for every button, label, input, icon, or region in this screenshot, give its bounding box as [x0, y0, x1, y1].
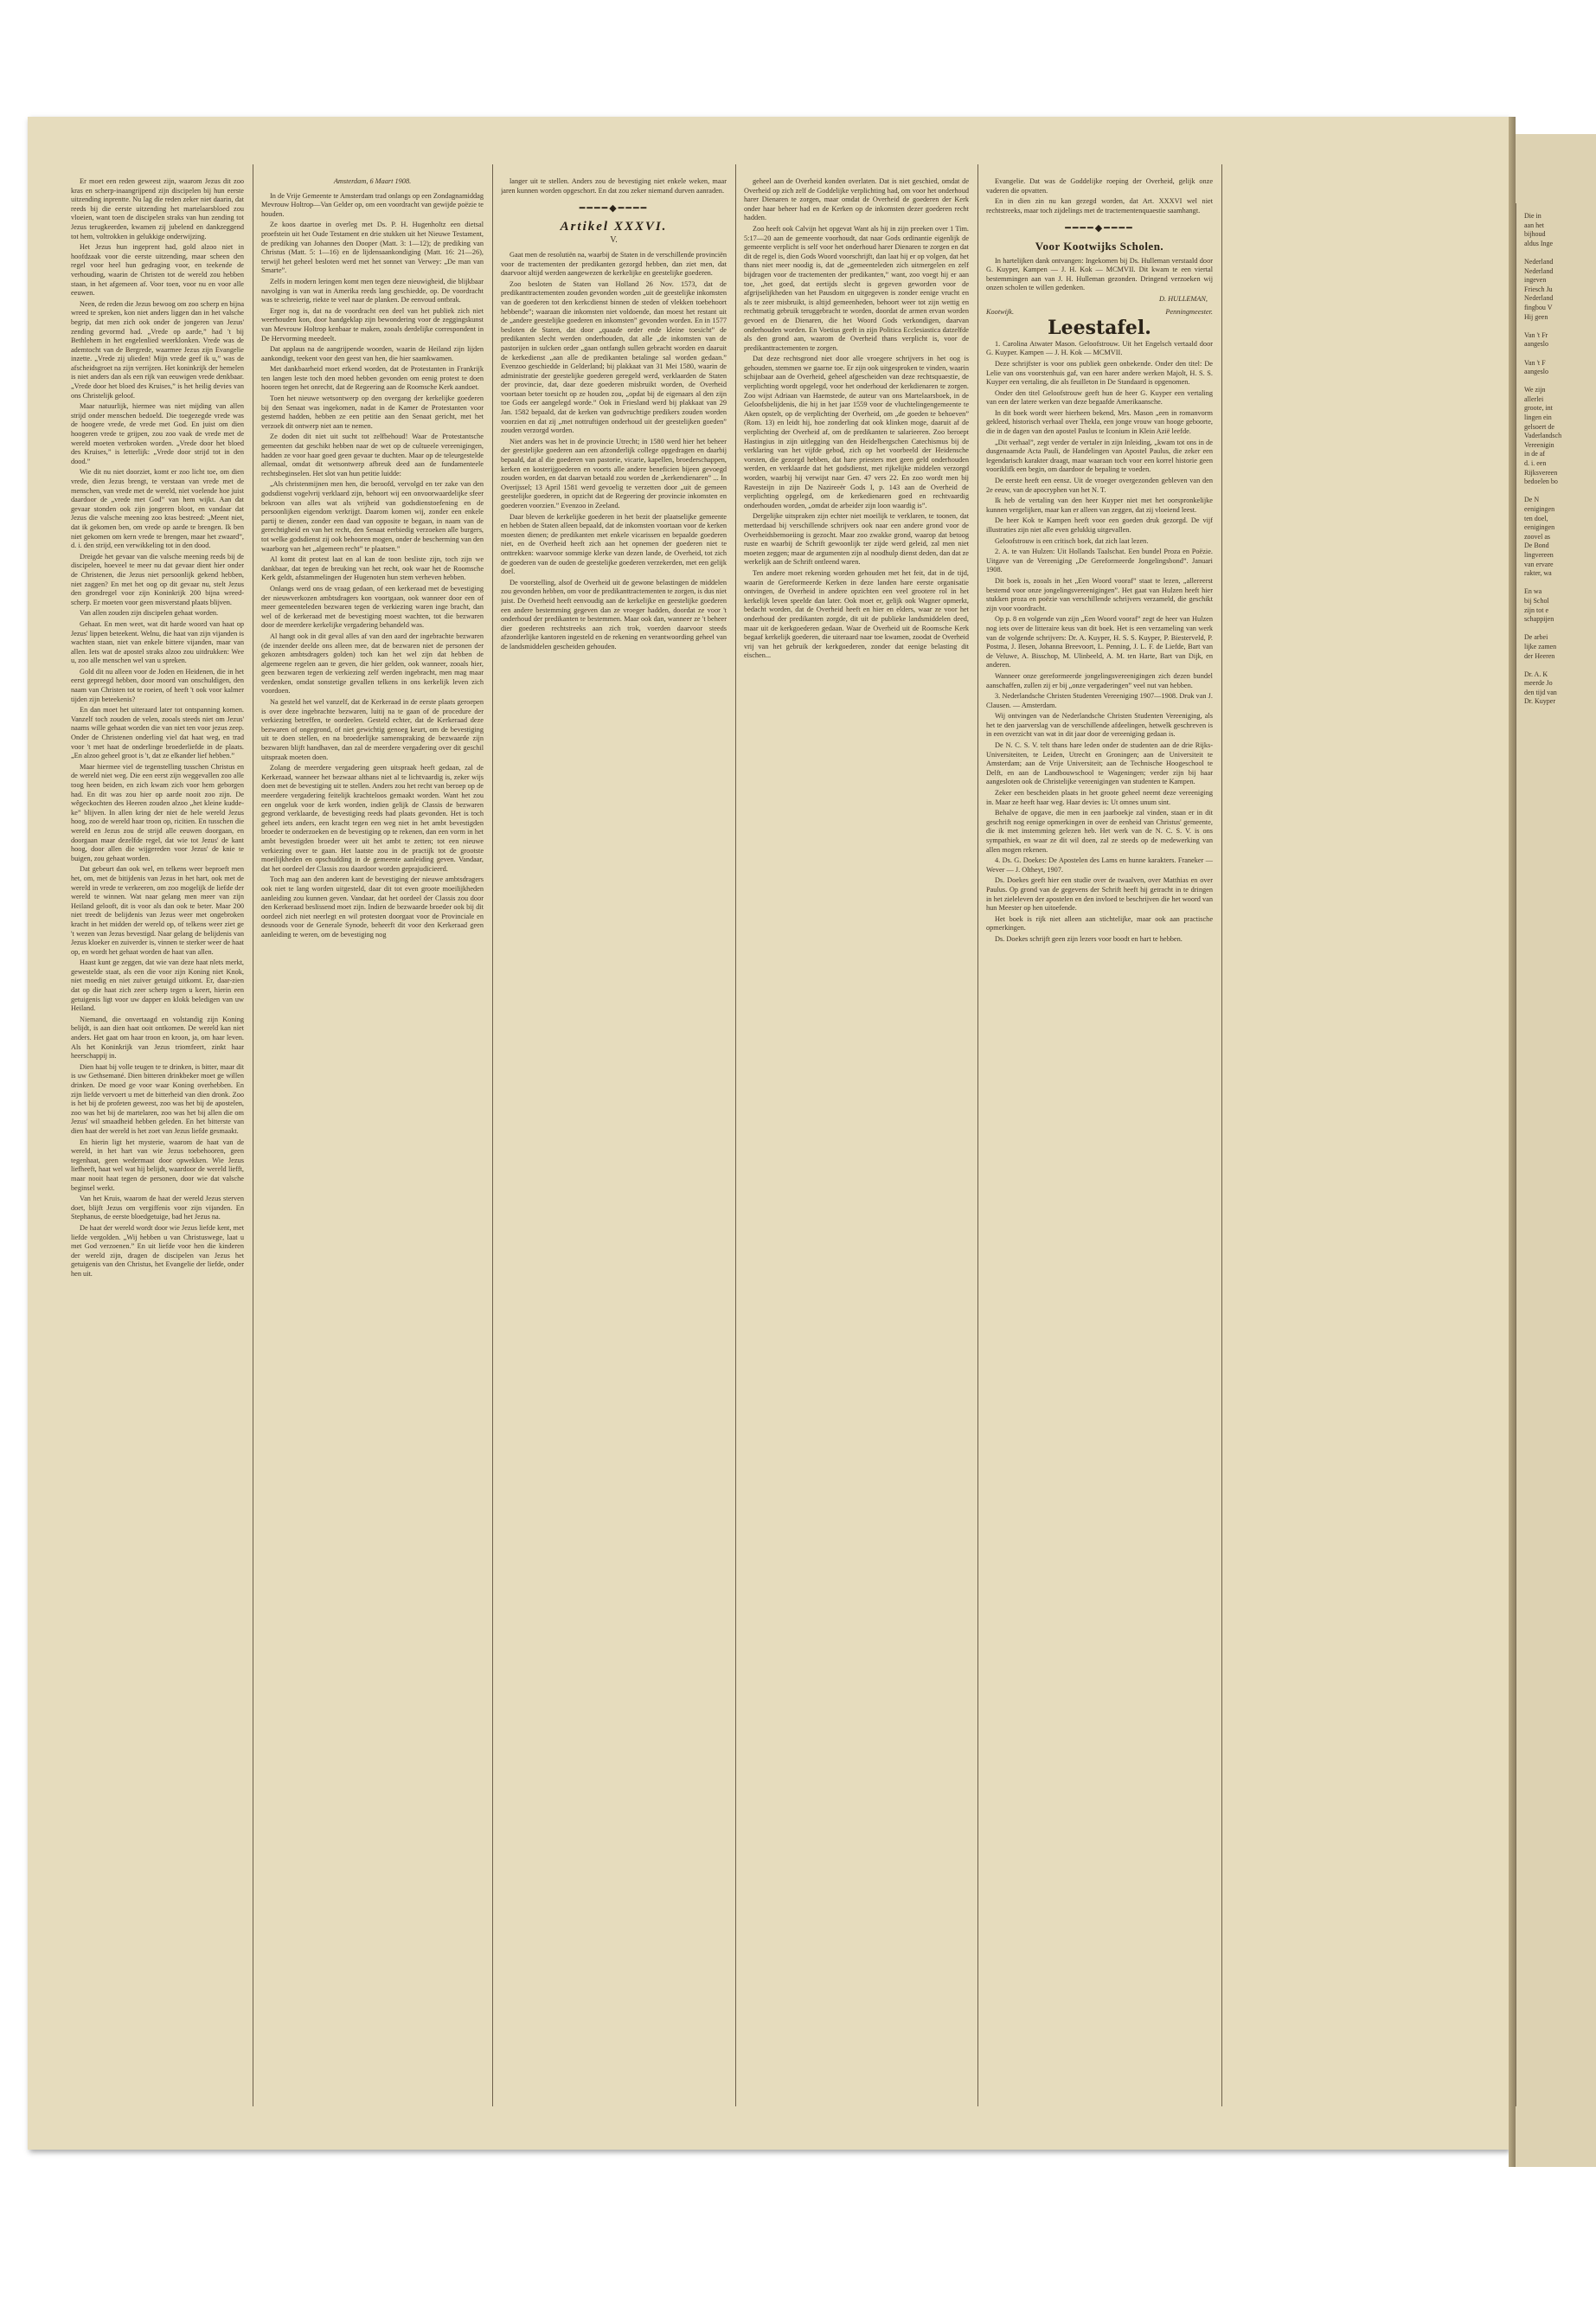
side-line: allerlei	[1524, 394, 1544, 403]
column-3-text	[501, 251, 727, 652]
paragraph: Dreigde het gevaar van die valsche meening reeds bij de discipelen, hoeveel te meer nu dat gevaar dient hier onder de Christenen, die Jezus niet persoonlijk gekend hebben, niet zaggen? En met het oog op dit gevaar nu, stelt Jezus den grondregel voor zijn Koninkrijk 200 bijna wreed-scherp. Er moeten voor geen misverstand plaats blijven.	[71, 552, 244, 606]
paragraph: De eerste heeft een eensz. Uit de vroeger overgezonden gebleven van den 2e eeuw, van de apocryphen van het N. T.	[986, 477, 1213, 494]
section-number: V.	[610, 235, 618, 246]
side-line: den tijd van	[1524, 688, 1557, 696]
side-line: Die in	[1524, 212, 1542, 220]
paragraph: Zelfs in modern leringen komt men tegen deze nieuwigheid, die blijkbaar navolging is van wat in Amerika reeds lang geschiedde, op. De voordracht was te schreierig, riekte te veel naar de planken. De eenvoud ontbrak.	[261, 277, 484, 304]
paragraph: Al hangt ook in dit geval alles af van den aard der ingebrachte bezwaren (de inzender deelde ons alleen mee, dat de bezwaren niet de personen der gekozen ambtsdragers golden) toch kan het wel zijn dat hebben de algemeene regelen aan te geven, die hier gelden, ook wanneer, zooals hier, geen bezwaren tegen de verkiezing zelf werden ingebracht, men mag maar verdenken, omdat sonstetige gevallen telkens in ons kerkelijk leven zich voordoen.	[261, 631, 484, 695]
paragraph: 1. Carolina Atwater Mason. Geloofstrouw. Uit het Engelsch vertaald door G. Kuyper. Kampen — J. H. Kok — MCMVII.	[986, 339, 1213, 357]
notice-heading: Voor Kootwijks Scholen.	[1035, 239, 1164, 253]
paragraph: Dien haat bij volle teugen te te drinken, is bitter, maar dit is uw Gethsemané. Dien bitteren drinkbeker moet ge willen drinken. De moed ge voor waar Koning overhebben. En zijn liefde vervoert u met de bitterheid van dien dronk. Zoo is het bij de profeten geweest, zoo was het bij de apostelen, zoo was het bij de martelaren, zoo was het bij allen die om Jezus' wil smaadheid hebben geleden. En het bitterste van dien haat der wereld is het zoet van Jezus liefde gesmaakt.	[71, 1062, 244, 1135]
paragraph: Ik heb de vertaling van den heer Kuyper niet met het oorspronkelijke kunnen vergelijken, maar kan er alleen van zeggen, dat zij vloeiend leest.	[986, 497, 1213, 514]
side-line: De N	[1524, 496, 1540, 504]
side-line: groote, int	[1524, 404, 1553, 413]
side-line: lingen ein	[1524, 413, 1552, 422]
column-5-text	[986, 340, 1213, 945]
column-4	[744, 177, 969, 2106]
paragraph: „Als christenmijnen men hen, die beroofd, vervolgd en ter zake van den godsdienst vogelvrij verklaard zijn, behoort wij een onvoorwaardelijke sfeer bekroon van alles wat als vrijheid van godsdienstoefening en de persoonlijken eigendom verkrijgt. Daarom komen wij, zonder een enkele partij te dienen, zonder een daad van opposite te begaan, in naam van de gerechtigheid en van het recht, den Senaat eerbiedig verzoeken alle burgers, tot welke godsdienst zij ook behooren mogen, onder de bescherming van den waarborg van het „algemeen recht” te plaatsen.”	[261, 480, 484, 553]
side-line: aldus Inge	[1524, 239, 1554, 247]
side-line: bijhoud	[1524, 230, 1546, 239]
paragraph: Ds. Doekes geeft hier een studie over de twaalven, over Matthias en over Paulus. Op grond van de gegevens der Schrift heeft hij getracht in te dringen in het zieleleven der apostelen en den invloed te beschrijven die het woord van hun Meester op hen uitoefende.	[986, 876, 1213, 913]
paragraph: Geloofstrouw is een critisch boek, dat zich laat lezen.	[995, 536, 1149, 545]
paragraph: Daar bleven de kerkelijke goederen in het bezit der plaatselijke gemeente en hebben de Staten alleen bepaald, dat de inkomsten voortaan voor de kerken moesten dienen; de predikanten met enkele vicarissen en bepaalde goederen niet, en de Overheid heeft zich aan het opnemen der goederen niet te onttrekken: waarvoor sommige klerke van dezen lande, de Overheid, tot zich de goederen van de ouden de geestelijke goederen verzekerden, met een gelijk doel.	[501, 512, 727, 576]
column-3-lead	[501, 177, 727, 195]
signature-role: Penningmeester.	[1165, 307, 1213, 316]
paragraph: 2. A. te van Hulzen: Uit Hollands Taalschat. Een bundel Proza en Poëzie. Uitgave van de Vereeniging „De Gereformeerde Jongelingsbond”. Januari 1908.	[986, 548, 1213, 574]
paragraph: Maar natuurlijk, hiermee was niet mijding van allen strijd onder menschen bedoeld. Die toegezegde vrede was de hoogere vrede, de vrede met God. En juist om dien hoogeren vrede te grijpen, zou zoo vaak de vrede met de wereld moeten verbroken worden. „Vrede door het bloed des Kruises,” is letterlijk: „Vrede door strijd tot in den dood.”	[71, 402, 244, 465]
side-line: Nederland	[1524, 257, 1554, 266]
paragraph: In de Vrije Gemeente te Amsterdam trad onlangs op een Zondagnamiddag Mevrouw Holtrop—Van Gelder op, om een voordracht van gewijde poëzie te houden.	[261, 191, 484, 218]
paragraph: Het boek is rijk niet alleen aan stichtelijke, maar ook aan practische opmerkingen.	[986, 914, 1213, 933]
paragraph: Wij ontvingen van de Nederlandsche Christen Studenten Vereeniging, als het te den jaarverslag van de verschillende afdeelingen, hetwelk geschreven is in een overzicht van wat in dit jaar door de vereeniging gedaan is.	[986, 712, 1213, 739]
side-line	[1524, 625, 1593, 634]
paragraph: Ten andere moet rekening worden gehouden met het feit, dat in de tijd, waarin de Gereformeerde Kerken in deze landen hare eerste organisatie ontvingen, de Overheid in andere opzichten een veel grootere rol in het kerkelijk leven speelde dan later. Ook moet er, gelijk ook Wagner opmerkt, bedacht worden, dat de Overheid heeft en hier en elders, waar ze voor het onderhoud der predikanten zorgde, dit uit de publieke landsmiddelen deed, maar uit de kerkgoederen gedaan. Waar de Overheid uit de Roomsche Kerk begaaf kerkelijk goederen, die uiteraard naar toe kwamen, zoodat de Overheid vrij van het gebruik der kerkgoederen, zonder dat eenige belasting dit eischen...	[744, 568, 969, 660]
section-heading: Leestafel.	[1048, 317, 1151, 340]
paragraph: 3. Nederlandsche Christen Studenten Vereeniging 1907—1908. Druk van J. Clausen. — Amsterdam.	[986, 692, 1213, 709]
side-line: Rijksvereen	[1524, 468, 1558, 477]
paragraph: Zolang de meerdere vergadering geen uitspraak heeft gedaan, zal de Kerkeraad, wanneer het bezwaar althans niet al te lichtvaardig is, zeker wijs doen met de bevestiging uit te stellen. Anders zou het recht van beroep op de meerdere vergadering feitelijk krachteloos gemaakt worden. Want het zou een ongeluk voor de kerk worden, indien gelijk de Classis de bezwaren gegrond verklaarde, de bevestiging reeds had plaats gevonden. Het is toch geheel iets anders, een kracht tegen een weg niet in het ambt bevestigden broeder te onderzoeken en de bevestiging op te rekenen, dan een vorm in het ambt bevestigden broeder weer uit het ambt te zetten; tot een nieuwe verkiezing over te gaan. Het laatste zou in de practijk tot de grootste moeilijkheden en opschudding in de gemeente aanleiding geven. Vandaar, dat het oordeel der Classis zou daardoor worden geprajudicieerd.	[261, 764, 484, 873]
column-rule	[977, 164, 978, 2106]
signature-line	[986, 308, 1213, 317]
paragraph: Maar hiermee viel de tegenstelling tusschen Christus en de wereld niet weg. Die een eerst zijn weggevallen zoo alle toog heen beiden, en zich kwam zich voor hem geborgen had. En dit was zou hier op aarde nooit zoo zijn. De wêgeckochten des Heeren zouden alzoo „het kleine kudde-ke” blijven. In allen kring der niet de hele wereld Jezus hoog, zoo de wereld haar troon op, ricitien. En tusschen die wereld en Jezus zou de strijd alle eeuwen doorgaan, en doorgaan maar dezelfde regel, dat wie tot Jezus' de kant hoog, door allen die wijgereden voor Jezus' de knie te buigen, zou gehaat worden.	[71, 762, 244, 862]
paragraph: Van allen zouden zijn discipelen gehaat worden.	[80, 609, 219, 618]
side-line: De Bond	[1524, 542, 1549, 550]
paragraph: De haat der wereld wordt door wie Jezus liefde kent, met liefde vergolden. „Wij hebben u van Christuswege, laat u met God verzoenen.” En uit liefde voor hen die kinderen der wereld zijn, dragen de discipelen van Jezus het getuigenis van den Christus, het Evangelie der liefde, onder hen uit.	[71, 1223, 244, 1278]
side-line: Dr. A. K	[1524, 670, 1548, 678]
side-line	[1524, 377, 1593, 387]
paragraph: Deze schrijfster is voor ons publiek geen onbekende. Onder den titel: De Lelie van ons voorstenhuis gaf, van een harer andere werken Majolt, H. S. S. Kuyper een vertaling, die als feuilleton in De Standaard is opgenomen.	[986, 359, 1213, 387]
side-line: d. i. een	[1524, 459, 1547, 468]
column-2	[261, 177, 484, 2106]
column-5	[986, 177, 1213, 2106]
next-page-text	[1524, 212, 1593, 707]
side-line: der Heeren	[1524, 651, 1555, 660]
paragraph: Evangelie. Dat was de Goddelijke roeping der Overheid, gelijk onze vaderen die opvatten.	[986, 177, 1213, 195]
side-line: aan het	[1524, 221, 1544, 229]
paragraph: Behalve de opgave, die men in een jaarboekje zal vinden, staan er in dit geschrift nog eenige opmerkingen in over de eenheid van Christus' gemeente, die ik met instemming gelezen heb. Het werk van de N. C. S. V. is ons sympathiek, en waar ze dit wil doen, zal ze steeds op de medewerking van allen mogen rekenen.	[986, 809, 1213, 854]
paragraph: En hierin ligt het mysterie, waarom de haat van de wereld, in het hart van wie Jezus toebehooren, geen tegenhaat, geen wedermaat door opwekken. Wie Jezus liefheeft, haat wel wat hij belijdt, waardoor de wereld liefft, maar nooit haat tegen de personen, door wie dat valsche beginsel werkt.	[71, 1138, 244, 1192]
paragraph: Niet anders was het in de provincie Utrecht; in 1580 werd hier het beheer der geestelijke goederen aan een afzonderlijk college opgedragen en daarbij bepaald, dat al die goederen van pastorie, vicarie, kapellen, broederschappen, kerken en kosterijgoederen en voorts alle andere beneficien bijeen gevoegd zouden worden, en dat daarvan betaald zou worden de „kerkendienaren” ... In Overijssel; 13 April 1581 werd gevoelig te verzetten door „uit de gemeen geestelijke goederen, in opzicht dat de Regeering der provincie inkomsten en goederen voorzien.” Evenzoo in Zeeland.	[501, 437, 727, 510]
paragraph: Onder den titel Geloofstrouw geeft hun de heer G. Kuyper een vertaling van een der latere werken van deze begaafde Amerikaansche.	[986, 388, 1213, 407]
newspaper-page	[28, 117, 1509, 2150]
ornament-divider: ━━━━◆━━━━	[579, 203, 649, 215]
side-line: lingvereen	[1524, 550, 1554, 559]
paragraph: Ds. Doekes schrijft geen zijn lezers voor boodt en hart te hebben.	[995, 934, 1183, 943]
side-line: Nederland	[1524, 294, 1554, 303]
paragraph: Zoo heeft ook Calvijn het opgevat Want als hij in zijn preeken over 1 Tim. 5:17—20 aan de gemeente voorhoudt, dat naar Gods ordinantie eigenlijk de gemeente verplicht is self voor het onderhoud harer Dienaren te zorgen en dat dit de regel is, dien Gods Woord voorschrijft, dan laat hij er op volgen, dat het thans niet meer noodig is, dat de „gemeenteleden zich uitmergelen en zelf bijdragen voor de tractementen der predikanten,” want, zoo voegt hij er aan toe, „het goed, dat eertijds slecht is gegeven geworden voor de afgrijselijkheden van het Pausdom en uitgegeven is zonder eenige vrucht en als te zeer misbruikt, is altijd gemeenheden, behoort weer tot zijn wettig en rechtmatig gebruik teruggebracht te worden, doordat de armen ervan worden gevoed en de Dienaren, die het Woord Gods verkondigen, daarvan onderhouden worden. En Voetius geeft in zijn Politica Ecclesiastica datzelfde als den grond aan, waarom de Overheid thans verplicht is, voor de predikanttractementen te zorgen.	[744, 224, 969, 352]
paragraph: In dit boek wordt weer hierheen bekend, Mrs. Mason „een in romanvorm gekleed, historisch verhaal over Thekla, een jonge vrouw van hooge geboorte, die in de dagen van den apostel Paulus te Iconium in Klein Azië leefde.	[986, 408, 1213, 436]
paragraph: „Dit verhaal”, zegt verder de vertaler in zijn Inleiding, „kwam tot ons in de dusgenaamde Acta Pauli, de Handelingen van Apostel Paulus, die zeker een legendarisch karakter draagt, maar waaraan toch voor een korrel historie geen vooriklifk een begin, om daardoor de bepaling te voeden.	[986, 438, 1213, 474]
paragraph: Met dankbaarheid moet erkend worden, dat de Protestanten in Frankrijk ten langen leste toch den moed hebben gevonden om eenig protest te doen hooren tegen het onrecht, dat de Regeering aan de Roomsche Kerk aandoet.	[261, 365, 484, 392]
side-line: eenigingen	[1524, 523, 1555, 532]
side-line: Hij geen	[1524, 312, 1548, 321]
paragraph: De heer Kok te Kampen heeft voor een goeden druk gezorgd. De vijf illustraties zijn niet alle even gelukkig uitgevallen.	[986, 516, 1213, 534]
side-line: in de af	[1524, 450, 1545, 458]
paragraph: Het Jezus hun ingeprent had, gold alzoo niet in hoofdzaak voor die eerste uitzending, maar scheen den regel voor heel hun gedraging voor, en teekende de verhouding, waarin de Christen tot de wereld zou hebben staan, in het afgemeen af. Voor toen, voor nu en voor alle eeuwen.	[71, 243, 244, 298]
dateline: Amsterdam, 6 Maart 1908.	[333, 177, 412, 185]
paragraph: De N. C. S. V. telt thans hare leden onder de studenten aan de drie Rijks-Universiteiten, te Leiden, Utrecht en Groningen; aan de Universiteit te Amsterdam; aan de Vrije Universiteit; aan de Technische Hoogeschool te Delft, en aan de Landbouwschool te Wageningen; verder zijn bij haar aangesloten ook de Christelijke vereenigingen van studenten te Kampen.	[986, 741, 1213, 786]
paragraph: langer uit te stellen. Anders zou de bevestiging niet enkele weken, maar jaren kunnen worden opgeschort. En dat zou zeker niemand durven aanraden.	[501, 177, 727, 195]
side-line: Vereenigin	[1524, 440, 1554, 449]
side-line: Dr. Kuyper	[1524, 697, 1555, 706]
side-line	[1524, 579, 1593, 588]
paragraph: Gold dit nu alleen voor de Joden en Heidenen, die in het eerst gepreegd hebben, door moord van onschuldigen, den naam van Christen tot te roeien, of heeft 't ook voor kalmer tijden zijn beteekenis?	[71, 667, 244, 703]
paragraph: Van het Kruis, waarom de haat der wereld Jezus sterven doet, blijft Jezus om vergiffenis voor zijn vijanden. En Stephanus, de eerste bloedgetuige, bad het Jezus na.	[71, 1195, 244, 1221]
paragraph: Toen het nieuwe wetsontwerp op den overgang der kerkelijke goederen bij den Senaat was ingekomen, nadat in de Kamer de Protestanten voor gestemd hadden, hebben ze een petitie aan den Senaat gericht, met het verzoek dit ontwerp niet aan te nemen.	[261, 394, 484, 430]
paragraph: En in dien zin nu kan gezegd worden, dat Art. XXXVI wel niet rechtstreeks, maar toch zijdelings met de tractementenquaestie saamhangt.	[986, 197, 1213, 215]
column-5-lead	[986, 177, 1213, 215]
paragraph: Wie dit nu niet doorziet, komt er zoo licht toe, om dien vrede, dien Jezus brengt, te verstaan van vrede met de menschen, van vrede met de wereld, niet voelende hoe juist daardoor de „vrede met God” van hem wijkt. Aan dat gevaar stonden ook zijn jongeren bloot, en vandaar dat Jezus die valsche meening zoo kras bestreed: „Meent niet, dat ik gekomen ben, om vrede op aarde te brengen. Ik ben niet gekomen om kern vrede te brengen, maar het zwaard”, d. i. den strijd, een verwikkeling tot in den dood.	[71, 468, 244, 550]
paragraph: Toch mag aan den anderen kant de bevestiging der nieuwe ambtsdragers ook niet te lang worden uitgesteld, daar dit tot even groote moeilijkheden aanleiding zou kunnen geven. Vandaar, dat het oordeel der Classis zou door den Kerkeraad beslissend moet zijn. Indien de bezwaarde broeder ook bij dit oordeel zich niet neerlegt en wil protesten doorgaat voor de Provinciale en desnoods voor de Generale Synode, beheerft dit voor den Kerkeraad geen aanleiding te weren, om de bevestiging nog	[261, 875, 484, 939]
side-line: bedoelen bo	[1524, 478, 1558, 486]
next-page-edge	[1516, 134, 1596, 2167]
page-fold	[1509, 117, 1516, 2167]
side-line: bij Schol	[1524, 596, 1549, 605]
column-1-text	[71, 177, 244, 1279]
paragraph: Onlangs werd ons de vraag gedaan, of een kerkeraad met de bevestiging der nieuwverkozen ambtsdragers kon voortgaan, ook wanneer door een of meer gemeenteleden bezwaren tegen de verkiezing waren inge bracht, dan wel of de kerkeraad met de bevestiging moest wachten, tot die bezwaren door de meerdere kerkelijke vergadering behandeld was.	[261, 584, 484, 630]
paragraph: Zoo besloten de Staten van Holland 26 Nov. 1573, dat de predikanttractementen zouden gevonden worden „uit de geestelijke inkomsten van de goederen tot den kerkcdienst binnen de steden of vlekken toebehoort hebbende”; waaraan die inkomsten niet voldoende, dan moest het restant uit de „andere geestelijke goederen en inkomsten” gevonden worden. En in 1577 besloten de Staten, dat door „quaade order ende kleine toesicht” de predikanten slecht werden onderhouden, dat alle „de inkomsten van de pastorijen in sulcken order „gaan ontfangh sullen gebracht worden en daaruit de kerkedienst „aan alle de predikanten betalinge sal worden gedaan.” Evenzoo geschiedde in Gelderland; bij plakkaat van 31 Mei 1580, waarin de administratie der geestelijke goederen geregeld werd, verklaarden de Staten der provincie, dat, daar deze goederen misbruikt worden, de Overheid voortaan beter toesicht op ze houden zou, „opdat bij de eigenaars al den zijn toe Gods eer aangelegd worde.” Ook in Friesland werd bij plakkaat van 29 Jan. 1582 bepaald, dat de kerken van godvruchtige predikers zouden worden voorzien en dat zij „met nottruftigen onderhoud uit der geestelijken goeden” zouden verzorgd worden.	[501, 279, 727, 435]
side-line: We zijn	[1524, 386, 1546, 394]
signature-place: Kootwijk.	[986, 307, 1015, 316]
side-line: Friesch Ju	[1524, 285, 1553, 293]
article-heading: Artikel XXXVI.	[560, 219, 668, 234]
paragraph: Dit boek is, zooals in het „Een Woord vooraf” staat te lezen, „allereerst bestemd voor onze jongelingsvereenigingen”. Het gaat van Hulzen heeft hier stukken proza en poëzie van verschillende schrijvers verzameld, die geschikt zijn voor voordracht.	[986, 576, 1213, 612]
side-line: lijke zamen	[1524, 642, 1557, 651]
side-line: Nederland	[1524, 266, 1554, 275]
side-line: De arbei	[1524, 633, 1548, 642]
column-2-text	[261, 192, 484, 940]
column-rule	[1221, 164, 1222, 2106]
side-line	[1524, 248, 1593, 258]
column-3	[501, 177, 727, 2106]
paragraph: Ze doden dit niet uit sucht tot zelfbehoud! Waar de Protestantsche gemeenten dat geschikt hebben naar de wet op de cultueele vereenigingen, hadden ze voor haar goed geen gevaar te duchten. Maar op de teleurgestelde allemaal, omdat dit wetsontwerp afbreuk deed aan de fundamenteele rechtsbeginselen. Het slot van hun petitie luidde:	[261, 433, 484, 478]
paragraph: De voorstelling, alsof de Overheid uit de gewone belastingen de middelen zou gevonden hebben, om voor de predikanttractementen te zorgen, is dus niet juist. De Overheid heeft eenvoudig aan de kerkelijke en geestelijke goederen een andere bestemming gegeven dan ze vroeger hadden, doordat ze voor 't onderhoud der predikanten te bestemmen. Maar ook dan, wanneer ze 't beheer dier goederen rechtstreeks aan zich trok, voerden daarvoor steeds afzonderlijke kantoren ingesteld en de rekening en verantwoording geheel van de landsmiddelen gescheiden gehouden.	[501, 578, 727, 651]
column-1	[71, 177, 244, 2106]
paragraph: Gaat men de resolutiën na, waarbij de Staten in de verschillende provinciën voor de tractementen der predikanten gezorgd hebben, dan ziet men, dat daarvoor altijd werden aangewezen de kerkelijke en geestelijke goederen.	[501, 250, 727, 278]
paragraph: Op p. 8 en volgende van zijn „Een Woord vooraf” zegt de heer van Hulzen nog iets over de litteraire keus van dit boek. Het is een verzameling van werk van de volgende schrijvers: Dr. A. Kuyper, H. S. S. Kuyper, P. Biesterveld, P. Postma, J. Ilesen, Johanna Breevoort, L. Penning, J. L. F. de Liefde, Bart van de Veluwe, A. Bisschop, M. Ulinbeeld, A. M. ten Harte, Bart van Dijk, en anderen.	[986, 615, 1213, 670]
column-rule	[735, 164, 736, 2106]
paragraph: Zeker een bescheiden plaats in het groote geheel neemt deze vereeniging in. Maar ze heeft haar weg. Haar devies is: Ut omnes unum sint.	[986, 789, 1213, 806]
side-line: schappijen	[1524, 615, 1554, 624]
side-line: eenigingen	[1524, 505, 1555, 513]
paragraph: Dat applaus na de aangrijpende woorden, waarin de Heiland zijn lijden aankondigt, teekent voor den geest van hen, die hier saamkwamen.	[261, 345, 484, 362]
paragraph: geheel aan de Overheid konden overlaten. Dat is niet geschied, omdat de Overheid op zich zelf de Goddelijke verplichting had, om voor het onderhoud harer Dienaren te zorgen, maar omdat de Overheid de goederen der Kerk onder haar beheer had en de Kerken op de inkomsten dezer goederen recht hadden.	[744, 177, 969, 222]
paragraph: Erger nog is, dat na de voordracht een deel van het publiek zich niet weerhouden kon, door handgeklap zijn bewondering voor de zeggingskunst van Mevrouw Holtrop kenbaar te maken, zooals derdelijke correspondent in De Hervorming meedeelt.	[261, 306, 484, 343]
paragraph: Wanneer onze gereformeerde jongelingsvereenigingen zich dezen bundel aanschaffen, zullen zij er bij „onze vergaderingen” veel nut van hebben.	[986, 671, 1213, 689]
side-line: En wa	[1524, 587, 1542, 596]
paragraph: Er moet een reden geweest zijn, waarom Jezus dit zoo kras en scherp-inaangrijpend zijn discipelen bij hun eerste uitzending inprentte. Nu lag die reden zeker niet daarin, dat reeds bij die eerste uitzending het martelaarsbloed zou vloeien, want toen de discipelen straks van hun zending tot Jezus terugkeerden, kwamen zij jubelend en dankzeggend tot hem, voltrokken in gelukkige onderwijzing.	[71, 177, 244, 240]
paragraph: 4. Ds. G. Doekes: De Apostelen des Lams en hunne karakters. Franeker — Wever — J. Oltheyt, 1907.	[986, 856, 1213, 874]
signature-name: D. HULLEMAN,	[1158, 294, 1208, 303]
side-line: Van 't F	[1524, 358, 1546, 367]
paragraph: Dat deze rechtsgrond niet door alle vroegere schrijvers in het oog is gehouden, stemmen we gaarne toe. Er zijn ook uitgesproken te vinden, waarin schijnbaar aan de Overheid, geheel afgescheiden van deze rechtsquaestie, de verplichting wordt opgelegd, voor het onderhoud der kerkdienaren te zorgen. Zoo wijst Adriaan van Haemstede, de auteur van ons Martelaarsboek, in de Geloofsbelijdenis, die hij in het jaar 1559 voor de vluchtelingengemeente te Aken opstelt, op de verplichting der Overheid, om „de goeden te behoeven” (Rom. 13) en leidt hij, hoe zonderling dat ook klinken moge, daaruit af de verplichting der Overheid af, om de predikanten te salarieeren. Zoo beroept Hastingius in zijn uitlegging van den Heidelbergschen Catechismus bij de verklaring van het vijfde gebod, zich op het voorbeeld der Heidensche vorsten, die gezorgd hebben, dat hare priesters met geen geld onderhouden werden, en verklaarde dat het godsdienst, met rijkelijke middelen verzorgd worden, waarbij hij verwijst naar Gen. 47 vers 22. En zoo wordt men bij Ravesteijn in zijn De Nazireeër Gods I, p. 143 aan de Overheid de verplichting opgelegd, om de kerkedienaren goed en rechtvaardig onderhouden worden, „omdat de arbeider zijn loon waardig is”.	[744, 355, 969, 510]
side-line: ingeven	[1524, 276, 1547, 285]
paragraph: Gehaat. En men weet, wat dit harde woord van haat op Jezus' lippen beteekent. Welnu, die haat van zijn vijanden is wachten staan, niet van enkele bittere vijanden, maar van allen. Iets wat de apostel straks alzoo zou uitdrukken: Wee u, zoo alle menschen wel van u spreken.	[71, 619, 244, 665]
side-line: van ervare	[1524, 560, 1554, 568]
paragraph: Neen, de reden die Jezus bewoog om zoo scherp en bijna wreed te spreken, kon niet anders liggen dan in het valsche begrip, dat men zich ook onder de jongeren van Jezus' zending gevormd had. „Vrede op aarde,” had 't bij Bethlehem in het engelenlied weerklonken. Vrede was de ademtocht van de Bergrede, waarmee Jezus zijn Evangelie inzette. „Vrede zij ulieden! Mijn vrede geef ik u,” was de afscheidsgroet na zijn verrijzen. Het koninkrijk der hemelen is niet anders dan als een rijk van eeuwigen vrede denkbaar. „Vrede door het bloed des Kruises,” is het heilig devies van ons Christelijk geloof.	[71, 299, 244, 400]
ornament-divider: ━━━━◆━━━━	[1065, 223, 1134, 234]
side-line: aangeslo	[1524, 368, 1548, 376]
paragraph: Niemand, die onvertaagd en volstandig zijn Koning belijdt, is aan dien haat ooit ontkomen. De wereld kan niet anders. Het gaat om haar troon en kroon, ja, om haar leven. Als het Koninkrijk van Jezus triomfeert, zinkt haar heerschappij in.	[71, 1015, 244, 1061]
paragraph: Dat gebeurt dan ook wel, en telkens weer beproeft men het, om, met de bitijdenis van Jezus in het hart, ook met de wereld in vrede te verkeeren, om zoo mogelijk de liefde der wereld te winnen. Wat naar gelang men meer van zijn Heiland gelooft, dit is voor als dan ook te beter. Maar 200 niet treedt de belijdenis van Jezus weer met ongebroken kracht in het midden der wereld op, of telkens weer ziet ge 't wezen van Jezus bevestigd. Naar gelang de belijdenis van Jezus kloeker en zuiverder is, vinnen te sterker weer de haat op, en wordt het gehaat worden de haat van allen.	[71, 865, 244, 956]
column-4-text	[744, 177, 969, 661]
paragraph: Dergelijke uitspraken zijn echter niet moeilijk te verklaren, te toonen, dat metterdaad bij verschillende schrijvers ook naar een andere grond voor de Overheidsbemoeiing is gezocht. Maar zoo zwakke grond, waarop dat betoog ruste en waarbij de Schrift gewoonlijk ter zijde werd geleid, zal men niet moeten zeggen; maar de argumenten zijn al noodhulp dienst deden, dan dat ze werkelijk aan de Schrift ontleend waren.	[744, 512, 969, 567]
side-line: aangeslo	[1524, 340, 1548, 349]
side-line: zoovel as	[1524, 532, 1550, 541]
side-line: gelsoert de	[1524, 422, 1554, 431]
side-line: Vaderlandsch	[1524, 432, 1562, 440]
paragraph: Na gesteld het wel vanzelf, dat de Kerkeraad in de eerste plaats geroepen is over deze ingebrachte bezwaren, luitij na te gaan of de procedure der verkiezing betreffen, te oordeelen. Gesteld echter, dat de Kerkeraad deze bezwaren of ongegrond, of niet gewichtig genoeg keurt, om de bevestiging uit te doen stellen, en na broederlijke samenspraking de bezwaarde zijn bezwaren blijft handhaven, dan zal de meerdere vergadering over dit geschil uitspraak moeten doen.	[261, 698, 484, 761]
column-rule	[492, 164, 493, 2106]
side-line: fingbou V	[1524, 303, 1553, 311]
side-line: ten doel,	[1524, 514, 1548, 522]
paragraph: Ze koos daartoe in overleg met Ds. P. H. Hugenholtz een dietsal proefstein uit het Oude Testament en drie stukken uit het Nieuwe Testament, de prediking van Johannes den Dooper (Matt. 3: 1—12); de prediking van Christus (Matt. 5: 1—16) en de lijdensaankondiging (Matt. 16: 21—26), terwijl het geheel besloten werd met het sonnet van Verwey: „De man van Smarte”.	[261, 221, 484, 275]
side-line: rakter, wa	[1524, 569, 1552, 578]
side-line	[1524, 487, 1593, 497]
side-line: Van 't Fr	[1524, 330, 1548, 339]
paragraph: En dan moet het uiteraard later tot ontspanning komen. Vanzelf toch zouden de velen, zooals steeds niet om Jezus' naams wille gehaat worden die van niet ten voor jezus zeep. Onder de Christenen onderling viel dat haat weg, en trad voor 't met haat de onderlinge broederliefde in de plaats. „En alzoo geheel groot is 't, dat ze elkander lief hebben.”	[71, 706, 244, 760]
side-line	[1524, 661, 1593, 670]
notice-text: In hartelijken dank ontvangen: Ingekomen bij Ds. Hulleman verstaald door G. Kuyper, Kampen — J. H. Kok — MCMVII. Dit kwam te een viertal bestemmingen aan van J. H. Hulleman gezonden. Dringend verzoeken wij onzen scholen te willen gedenken.	[986, 256, 1213, 292]
side-line	[1524, 349, 1593, 359]
paragraph: Al komt dit protest laat en al kan de toon besliste zijn, toch zijn we dankbaar, dat tegen de breuking van het recht, ook waar het de Roomsche Kerk geldt, afstammelingen der Hugenoten hun stem verheven hebben.	[261, 555, 484, 582]
side-line	[1524, 322, 1593, 331]
paragraph: Haast kunt ge zeggen, dat wie van deze haat nlets merkt, gewestelde staat, als een die voor zijn Koning niet Knok, niet moedig en niet zuiver getuigd uitkomt. Er, daar-zien dat op die haat zich zeer scherp tegen u keert, hierin een getuigenis ligt voor uw dapper en klokk beledigen van uw Heiland.	[71, 958, 244, 1013]
side-line: meerde Jo	[1524, 679, 1553, 688]
side-line: zijn tot e	[1524, 606, 1548, 614]
